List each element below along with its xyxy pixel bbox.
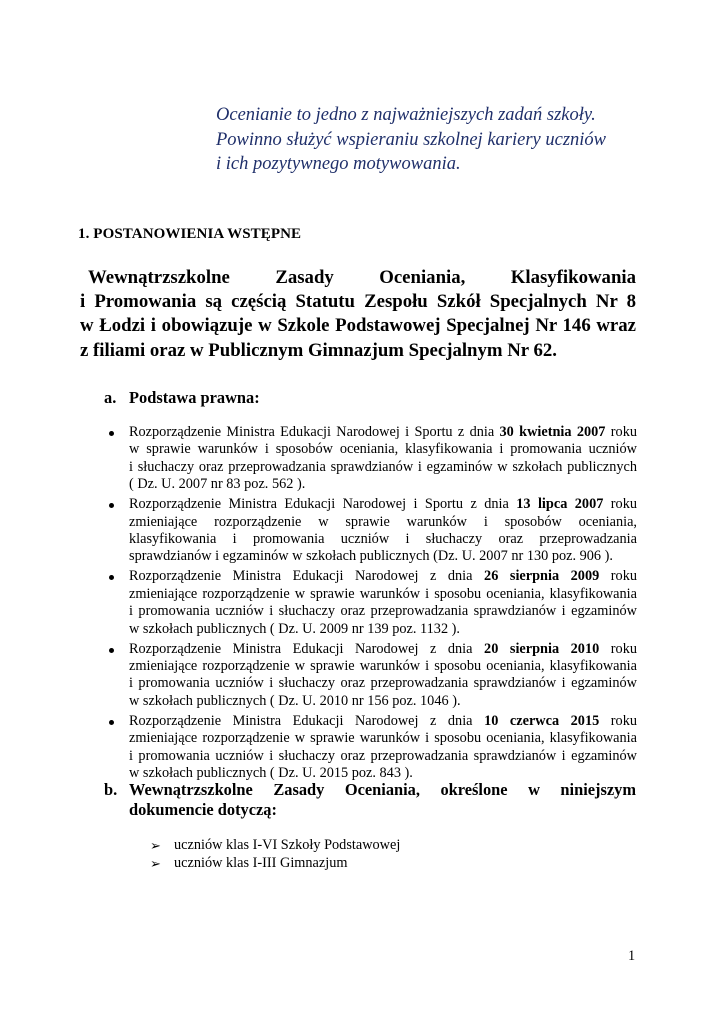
legal-basis-line: zmieniające rozporządzenie w sprawie warunków i sposobu oceniania, klasyfikowania — [129, 585, 637, 602]
legal-basis-item — [109, 641, 637, 711]
motto-quote — [216, 103, 656, 177]
motto-line: Ocenianie to jedno z najważniejszych zadań szkoły. — [216, 105, 596, 125]
legal-basis-line — [129, 641, 637, 658]
legal-basis-line: i słuchaczy oraz przeprowadzania sprawdzianów i egzaminów w szkołach publicznych — [129, 458, 637, 475]
regulation-date: 13 lipca 2007 — [516, 496, 604, 513]
legal-basis-list — [109, 424, 637, 785]
line-text: roku — [599, 640, 638, 657]
legal-basis-line: i promowania uczniów i słuchaczy oraz przeprowadzania sprawdzianów i egzaminów — [129, 675, 637, 692]
subsection-label: a. — [104, 388, 117, 407]
legal-basis-line — [129, 424, 637, 441]
bullet-dot-icon — [109, 431, 114, 436]
intro-line: z filiami oraz w Publicznym Gimnazjum Specjalnym Nr 62. — [80, 339, 557, 361]
line-text: roku — [599, 568, 638, 585]
regulation-date: 20 sierpnia 2010 — [484, 640, 600, 657]
subsection-label: b. — [104, 780, 118, 799]
legal-basis-line: w szkołach publicznych ( Dz. U. 2010 nr 156 poz. 1046 ). — [129, 692, 461, 709]
scope-title-line: dokumencie dotyczą: — [129, 800, 277, 819]
regulation-date: 10 czerwca 2015 — [484, 712, 600, 729]
arrow-bullet-icon: ➢ — [150, 855, 161, 871]
regulation-date: 30 kwietnia 2007 — [499, 424, 606, 440]
legal-basis-line: i promowania uczniów i słuchaczy oraz przeprowadzania sprawdzianów i egzaminów — [129, 747, 637, 764]
line-text: roku — [599, 712, 637, 729]
intro-line: w Łodzi i obowiązuje w Szkole Podstawowej Specjalnej Nr 146 wraz — [80, 315, 636, 337]
list-item — [150, 855, 400, 873]
scope-item-text: uczniów klas I-III Gimnazjum — [174, 854, 348, 871]
page-number: 1 — [628, 948, 636, 964]
scope-item-text: uczniów klas I-VI Szkoły Podstawowej — [174, 837, 401, 853]
legal-basis-item — [109, 496, 637, 566]
line-text: Rozporządzenie Ministra Edukacji Narodowej i Sportu z dnia — [129, 424, 500, 440]
legal-basis-line: ( Dz. U. 2007 nr 83 poz. 562 ). — [129, 476, 306, 493]
intro-line: i Promowania są częścią Statutu Zespołu Szkół Specjalnych Nr 8 — [80, 291, 636, 313]
legal-basis-line: w szkołach publicznych ( Dz. U. 2009 nr 139 poz. 1132 ). — [129, 620, 460, 637]
intro-line: Wewnątrzszkolne Zasady Oceniania, Klasyfikowania — [88, 267, 636, 288]
bullet-dot-icon — [109, 648, 114, 653]
motto-line: i ich pozytywnego motywowania. — [216, 154, 461, 174]
legal-basis-item — [109, 424, 637, 494]
line-text: Rozporządzenie Ministra Edukacji Narodowej z dnia — [129, 712, 485, 729]
bullet-dot-icon — [109, 503, 114, 508]
subsection-title — [129, 780, 636, 820]
legal-basis-line: w sprawie warunków i sposobów oceniania, klasyfikowania i promowania uczniów — [129, 441, 637, 458]
line-text: roku — [603, 496, 637, 513]
legal-basis-line: zmieniające rozporządzenie w sprawie warunków i sposobu oceniania, klasyfikowania — [129, 730, 637, 747]
legal-basis-item — [109, 568, 637, 638]
legal-basis-line: zmieniające rozporządzenie w sprawie warunków i sposobu oceniania, klasyfikowania — [129, 658, 637, 675]
line-text: Rozporządzenie Ministra Edukacji Narodowej z dnia — [129, 640, 485, 657]
bullet-dot-icon — [109, 720, 114, 725]
motto-line: Powinno służyć wspieraniu szkolnej kariery uczniów — [216, 129, 607, 150]
legal-basis-line: klasyfikowania i promowania uczniów i słuchaczy oraz przeprowadzania — [129, 531, 637, 548]
legal-basis-line: i promowania uczniów i słuchaczy oraz przeprowadzania sprawdzianów i egzaminów — [129, 603, 637, 620]
scope-heading — [104, 780, 636, 820]
intro-paragraph — [80, 266, 636, 363]
legal-basis-heading — [104, 388, 404, 408]
legal-basis-line: zmieniające rozporządzenie w sprawie warunków i sposobów oceniania, — [129, 513, 637, 530]
legal-basis-line: sprawdzianów i egzaminów w szkołach publicznych (Dz. U. 2007 nr 130 poz. 906 ). — [129, 548, 613, 565]
scope-title-line: Wewnątrzszkolne Zasady Oceniania, określone w niniejszym — [129, 780, 636, 799]
section-heading: 1. POSTANOWIENIA WSTĘPNE — [78, 226, 302, 242]
legal-basis-item — [109, 713, 637, 783]
line-text: Rozporządzenie Ministra Edukacji Narodowej i Sportu z dnia — [129, 496, 517, 513]
line-text: Rozporządzenie Ministra Edukacji Narodowej z dnia — [129, 568, 485, 585]
legal-basis-line — [129, 713, 637, 730]
regulation-date: 26 sierpnia 2009 — [484, 568, 600, 585]
legal-basis-line — [129, 496, 637, 513]
bullet-dot-icon — [109, 575, 114, 580]
legal-basis-line: w szkołach publicznych ( Dz. U. 2015 poz. 843 ). — [129, 765, 413, 782]
legal-basis-line — [129, 568, 637, 585]
line-text: roku — [605, 424, 637, 440]
arrow-bullet-icon: ➢ — [150, 838, 161, 853]
list-item — [150, 837, 400, 855]
subsection-title: Podstawa prawna: — [129, 388, 260, 407]
scope-list — [150, 837, 400, 873]
